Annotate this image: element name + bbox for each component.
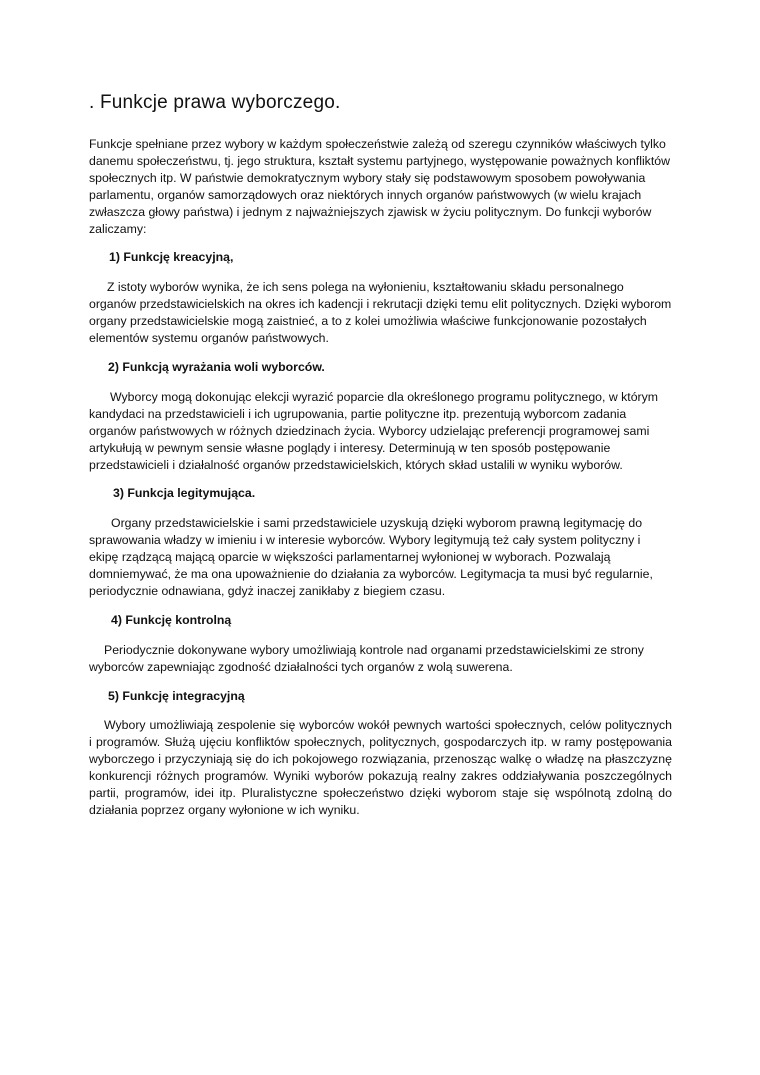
document-title: . Funkcje prawa wyborczego.	[89, 92, 341, 113]
intro-paragraph: Funkcje spełniane przez wybory w każdym społeczeństwie zależą od szeregu czynników właściwych tylko danemu społeczeństwu, tj. jego struktura, kształt systemu partyjnego, występowanie poważnych konfliktów społecznych itp. W państwie demokratycznym wybory stały się podstawowym sposobem powoływania parlamentu, organów samorządowych oraz niektórych innych organów państwowych (w wielu krajach zwłaszcza głowy państwa) i jednym z najważniejszych zjawisk w życiu politycznym. Do funkcji wyborów zaliczamy:	[89, 137, 670, 236]
section-heading-kontrolna: 4) Funkcję kontrolną	[111, 612, 232, 627]
section-text-integracyjna: Wybory umożliwiają zespolenie się wyborców wokół pewnych wartości społecznych, celów politycznych i programów. Służą ujęciu konfliktów społecznych, politycznych, gospodarczych itp. w ramy postępowania wyborczego i przyczyniają się do ich pokojowego rozwiązania, przenosząc walkę o władzę na płaszczyznę konkurencji różnych programów. Wyniki wyborów pokazują realny zakres oddziaływania poszczególnych partii, programów, idei itp. Pluralistyczne społeczeństwo dzięki wyborom staje się wspólnotą zdolną do działania poprzez organy wyłonione w ich wyniku.	[89, 718, 672, 817]
section-heading-kreacyjna: 1) Funkcję kreacyjną,	[109, 250, 234, 265]
document-body	[89, 90, 672, 831]
section-heading-integracyjna: 5) Funkcję integracyjną	[108, 688, 245, 703]
section-heading-legitymujaca: 3) Funkcja legitymująca.	[113, 486, 256, 501]
section-text-wyrazania-woli: Wyborcy mogą dokonując elekcji wyrazić poparcie dla określonego programu politycznego, w którym kandydaci na przedstawicieli i ich ugrupowania, partie polityczne itp. prezentują wyborcom zadania organów państwowych w różnych dziedzinach życia. Wyborcy udzielając preferencji programowej sami artykułują w pewnym sensie własne poglądy i interesy. Determinują w ten sposób postępowanie przedstawicieli i działalność organów przedstawicielskich, których skład ustalili w wyniku wyborów.	[89, 389, 659, 472]
section-text-kreacyjna: Z istoty wyborów wynika, że ich sens polega na wyłonieniu, kształtowaniu składu personalnego organów przedstawicielskich na okres ich kadencji i rekrutacji dzięki temu elit politycznych. Dzięki wyborom organy przedstawicielskie mogą zaistnieć, a to z kolei umożliwia właściwe funkcjonowanie pozostałych elementów systemu organów państwowych.	[89, 280, 672, 346]
section-heading-wyrazania-woli: 2) Funkcją wyrażania woli wyborców.	[108, 359, 325, 374]
section-text-kontrolna: Periodycznie dokonywane wybory umożliwiają kontrole nad organami przedstawicielskimi ze strony wyborców zapewniając zgodność działalności tych organów z wolą suwerena.	[89, 642, 644, 674]
section-text-legitymujaca: Organy przedstawicielskie i sami przedstawiciele uzyskują dzięki wyborom prawną legitymację do sprawowania władzy w imieniu i w interesie wyborców. Wybory legitymują też cały system polityczny i ekipę rządzącą mającą oparcie w większości parlamentarnej wyłonionej w wyborach. Pozwalają domniemywać, że ma ona upoważnienie do działania za wyborców. Legitymacja ta musi być regularnie, periodycznie odnawiana, gdyż inaczej zanikłaby z biegiem czasu.	[89, 516, 653, 598]
